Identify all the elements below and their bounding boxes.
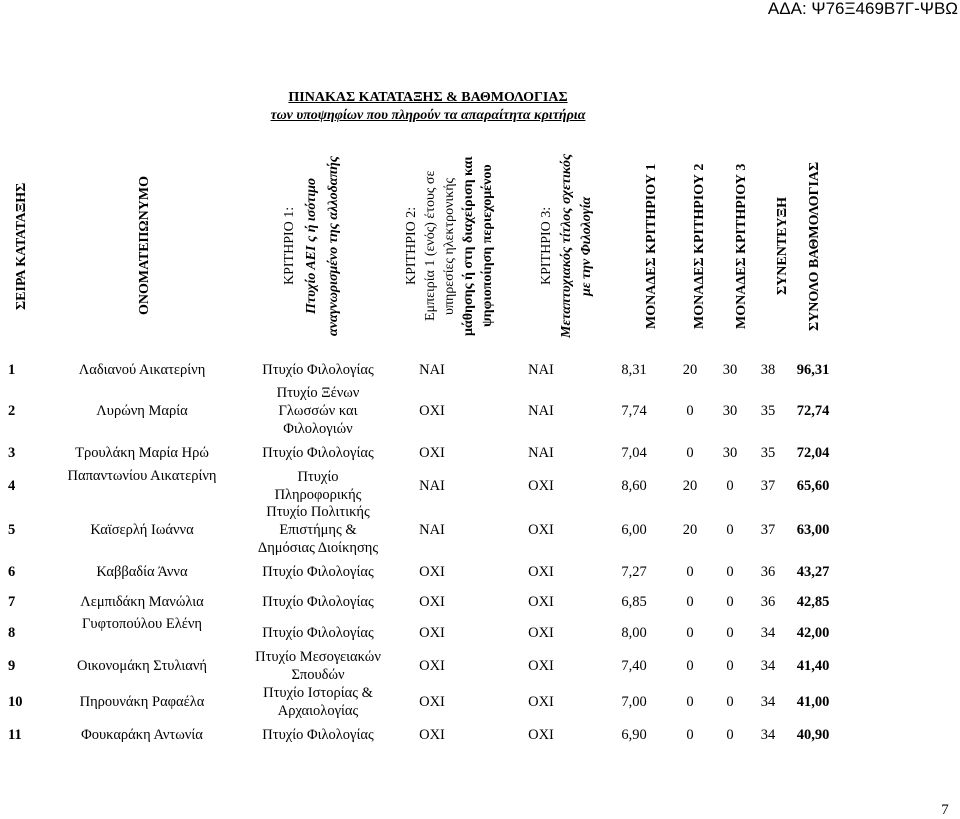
table-row — [0, 593, 960, 611]
cell-name: Λεμπιδάκη Μανώλια — [80, 594, 204, 610]
cell-points-1: 7,74 — [621, 402, 647, 419]
cell-line: Πτυχίο — [297, 469, 339, 485]
cell-rank: 6 — [8, 564, 16, 580]
cell-criterion-3: ΟΧΙ — [528, 478, 554, 494]
cell-name: Καϊσερλή Ιωάννα — [90, 522, 194, 538]
cell-total: 72,04 — [796, 445, 830, 461]
cell-rank: 1 — [8, 362, 16, 378]
cell-line: Πληροφορικής — [274, 487, 362, 503]
cell-criterion-1 — [248, 684, 388, 720]
cell-interview: 37 — [760, 522, 776, 538]
cell-line: Γλωσσών και — [278, 402, 358, 419]
cell-rank: 2 — [8, 402, 16, 419]
cell-criterion-2: ΟΧΙ — [419, 445, 445, 461]
cell-name: Οικονομάκη Στυλιανή — [77, 658, 207, 674]
column-header-line: Μεταπτυχιακός τίτλος σχετικός — [559, 153, 574, 339]
cell-criterion-1 — [248, 648, 388, 684]
cell-line: Πτυχίο Ιστορίας & — [263, 684, 373, 701]
cell-points-2: 0 — [686, 625, 694, 641]
cell-criterion-2: ΝΑΙ — [419, 478, 445, 494]
cell-line: Δημόσιας Διοίκησης — [257, 540, 379, 556]
column-header-line: Πτυχίο ΑΕΙ ς ή ισότιμο — [304, 178, 319, 315]
cell-interview: 34 — [760, 727, 776, 743]
cell-line: Φιλολογιών — [283, 420, 353, 437]
cell-points-2: 0 — [686, 402, 694, 419]
cell-name: Λυρώνη Μαρία — [96, 402, 188, 419]
cell-criterion-3: ΝΑΙ — [528, 362, 554, 378]
cell-points-3: 0 — [726, 594, 734, 610]
cell-name: Παπαντωνίου Αικατερίνη — [67, 468, 217, 484]
table-row — [0, 616, 960, 642]
cell-criterion-3: ΟΧΙ — [528, 693, 554, 710]
cell-criterion-2: ΟΧΙ — [419, 658, 445, 674]
cell-points-2: 0 — [686, 594, 694, 610]
table-row — [0, 384, 960, 438]
cell-total: 41,40 — [796, 658, 830, 674]
cell-line: Πτυχίο Φιλολογίας — [262, 564, 374, 580]
cell-points-1: 6,85 — [621, 594, 647, 610]
cell-criterion-3: ΟΧΙ — [528, 625, 554, 641]
cell-name: Καββαδία Άννα — [96, 564, 188, 580]
column-header-line: ΚΡΙΤΗΡΙΟ 3: — [539, 206, 554, 286]
table-row — [0, 468, 960, 504]
cell-line: Πτυχίο Μεσογειακών — [255, 649, 381, 665]
cell-points-3: 0 — [726, 693, 734, 710]
cell-criterion-3: ΟΧΙ — [528, 522, 554, 538]
column-header-line: υπηρεσίες ηλεκτρονικής — [442, 177, 457, 315]
table-row — [0, 361, 960, 379]
cell-points-3: 0 — [726, 522, 734, 538]
cell-criterion-1 — [248, 468, 388, 504]
cell-criterion-3: ΝΑΙ — [528, 445, 554, 461]
cell-points-3: 0 — [726, 564, 734, 580]
cell-criterion-3: ΟΧΙ — [528, 564, 554, 580]
column-header-line: με την Φιλολογία — [579, 196, 594, 296]
column-header-criterion-2 — [402, 140, 497, 352]
column-header-line: μάθησης ή στη διαχείριση και — [461, 156, 476, 336]
document-id: ΑΔΑ: Ψ76Ξ469Β7Γ-ΨΒΩ — [767, 0, 958, 18]
cell-points-2: 0 — [686, 693, 694, 710]
cell-points-2: 0 — [686, 658, 694, 674]
cell-criterion-3: ΟΧΙ — [528, 727, 554, 743]
cell-points-3: 30 — [722, 445, 738, 461]
cell-points-2: 0 — [686, 564, 694, 580]
cell-points-2: 20 — [682, 362, 698, 378]
column-header-points-2: ΜΟΝΑΔΕΣ ΚΡΙΤΗΡΙΟΥ 2 — [692, 163, 707, 329]
cell-points-3: 0 — [726, 658, 734, 674]
cell-points-3: 30 — [722, 402, 738, 419]
cell-line: Σπουδών — [291, 667, 345, 683]
cell-total: 42,85 — [796, 594, 830, 610]
column-header-points-1: ΜΟΝΑΔΕΣ ΚΡΙΤΗΡΙΟΥ 1 — [644, 163, 659, 329]
cell-line: Αρχαιολογίας — [277, 702, 359, 719]
cell-total: 40,90 — [796, 727, 830, 743]
cell-points-2: 20 — [682, 478, 698, 494]
cell-interview: 35 — [760, 445, 776, 461]
cell-total: 65,60 — [796, 478, 830, 494]
page-title: ΠΙΝΑΚΑΣ ΚΑΤΑΤΑΞΗΣ & ΒΑΘΜΟΛΟΓΙΑΣ — [288, 90, 568, 105]
cell-criterion-1 — [248, 726, 388, 744]
cell-line: Πτυχίο Φιλολογίας — [262, 362, 374, 378]
column-header-criterion-1 — [279, 140, 345, 352]
cell-rank: 10 — [8, 693, 23, 710]
cell-interview: 34 — [760, 625, 776, 641]
cell-criterion-2: ΟΧΙ — [419, 625, 445, 641]
cell-points-2: 20 — [682, 522, 698, 538]
cell-name: Γυφτοπούλου Ελένη — [82, 616, 202, 632]
cell-points-1: 7,00 — [621, 693, 647, 710]
cell-rank: 9 — [8, 658, 16, 674]
cell-points-2: 0 — [686, 727, 694, 743]
cell-criterion-2: ΝΑΙ — [419, 522, 445, 538]
cell-interview: 35 — [760, 402, 776, 419]
cell-rank: 5 — [8, 522, 16, 538]
cell-rank: 11 — [8, 727, 22, 743]
cell-criterion-3: ΝΑΙ — [528, 402, 554, 419]
cell-line: Πτυχίο Φιλολογίας — [262, 727, 374, 743]
cell-total: 96,31 — [796, 362, 830, 378]
cell-name: Πηρουνάκη Ραφαέλα — [79, 693, 205, 710]
cell-criterion-3: ΟΧΙ — [528, 658, 554, 674]
cell-criterion-2: ΟΧΙ — [419, 727, 445, 743]
column-header-total: ΣΥΝΟΛΟ ΒΑΘΜΟΛΟΓΙΑΣ — [807, 161, 822, 331]
cell-points-1: 7,04 — [621, 445, 647, 461]
cell-rank: 8 — [8, 625, 16, 641]
cell-interview: 36 — [760, 564, 776, 580]
cell-line: Πτυχίο Ξένων — [276, 384, 360, 401]
cell-rank: 4 — [8, 478, 16, 494]
cell-points-3: 0 — [726, 625, 734, 641]
cell-interview: 37 — [760, 478, 776, 494]
column-header-line: αναγνωρισμένο της αλλοδαπής — [326, 155, 341, 337]
column-header-points-3: ΜΟΝΑΔΕΣ ΚΡΙΤΗΡΙΟΥ 3 — [734, 163, 749, 329]
cell-points-1: 8,00 — [621, 625, 647, 641]
cell-rank: 7 — [8, 594, 16, 610]
cell-criterion-2: ΟΧΙ — [419, 594, 445, 610]
column-header-line: ΚΡΙΤΗΡΙΟ 2: — [404, 206, 419, 286]
cell-interview: 36 — [760, 594, 776, 610]
cell-points-3: 30 — [722, 362, 738, 378]
cell-name: Τρουλάκη Μαρία Ηρώ — [75, 445, 209, 461]
cell-points-1: 7,27 — [621, 564, 647, 580]
cell-points-3: 0 — [726, 478, 734, 494]
cell-name: Λαδιανού Αικατερίνη — [78, 362, 206, 378]
cell-line: Επιστήμης & — [279, 522, 357, 538]
cell-interview: 34 — [760, 693, 776, 710]
cell-rank: 3 — [8, 445, 16, 461]
cell-total: 43,27 — [796, 564, 830, 580]
cell-points-1: 8,60 — [621, 478, 647, 494]
page-number: 7 — [941, 802, 949, 818]
cell-points-2: 0 — [686, 445, 694, 461]
cell-criterion-3: ΟΧΙ — [528, 594, 554, 610]
page-subtitle: των υποψηφίων που πληρούν τα απαραίτητα κριτήρια — [270, 108, 586, 123]
cell-criterion-1 — [248, 563, 388, 581]
column-header-criterion-3 — [537, 140, 597, 352]
cell-name: Φουκαράκη Αντωνία — [81, 727, 203, 743]
column-header-line: ΚΡΙΤΗΡΙΟ 1: — [282, 206, 297, 286]
cell-line: Πτυχίο Φιλολογίας — [262, 625, 374, 641]
cell-total: 42,00 — [796, 625, 830, 641]
table-row — [0, 503, 960, 557]
table-row — [0, 563, 960, 581]
cell-points-3: 0 — [726, 727, 734, 743]
cell-criterion-2: ΟΧΙ — [419, 402, 445, 419]
cell-criterion-2: ΝΑΙ — [419, 362, 445, 378]
cell-criterion-2: ΟΧΙ — [419, 564, 445, 580]
column-header-line: ψηφιοποίηση περιεχομένου — [480, 164, 495, 328]
cell-criterion-1 — [248, 624, 388, 642]
cell-criterion-1 — [248, 384, 388, 438]
cell-points-1: 6,00 — [621, 522, 647, 538]
cell-criterion-1 — [248, 503, 388, 557]
table-row — [0, 684, 960, 720]
cell-interview: 34 — [760, 658, 776, 674]
table-row — [0, 726, 960, 744]
cell-points-1: 7,40 — [621, 658, 647, 674]
column-header-interview: ΣΥΝΕΝΤΕΥΞΗ — [775, 197, 790, 295]
cell-criterion-2: ΟΧΙ — [419, 693, 445, 710]
table-row — [0, 648, 960, 684]
cell-line: Πτυχίο Φιλολογίας — [262, 445, 374, 461]
cell-interview: 38 — [760, 362, 776, 378]
cell-criterion-1 — [248, 444, 388, 462]
column-header-line: Εμπειρία 1 (ενός) έτους σε — [423, 170, 438, 322]
cell-criterion-1 — [248, 593, 388, 611]
cell-line: Πτυχίο Πολιτικής — [266, 504, 370, 520]
cell-criterion-1 — [248, 361, 388, 379]
cell-line: Πτυχίο Φιλολογίας — [262, 594, 374, 610]
cell-points-1: 6,90 — [621, 727, 647, 743]
cell-points-1: 8,31 — [621, 362, 647, 378]
column-header-name: ΟΝΟΜΑΤΕΠΩΝΥΜΟ — [137, 176, 152, 316]
cell-total: 63,00 — [796, 522, 830, 538]
cell-total: 41,00 — [796, 693, 830, 710]
cell-total: 72,74 — [796, 402, 830, 419]
column-header-rank: ΣΕΙΡΑ ΚΑΤΑΤΑΞΗΣ — [14, 182, 29, 310]
